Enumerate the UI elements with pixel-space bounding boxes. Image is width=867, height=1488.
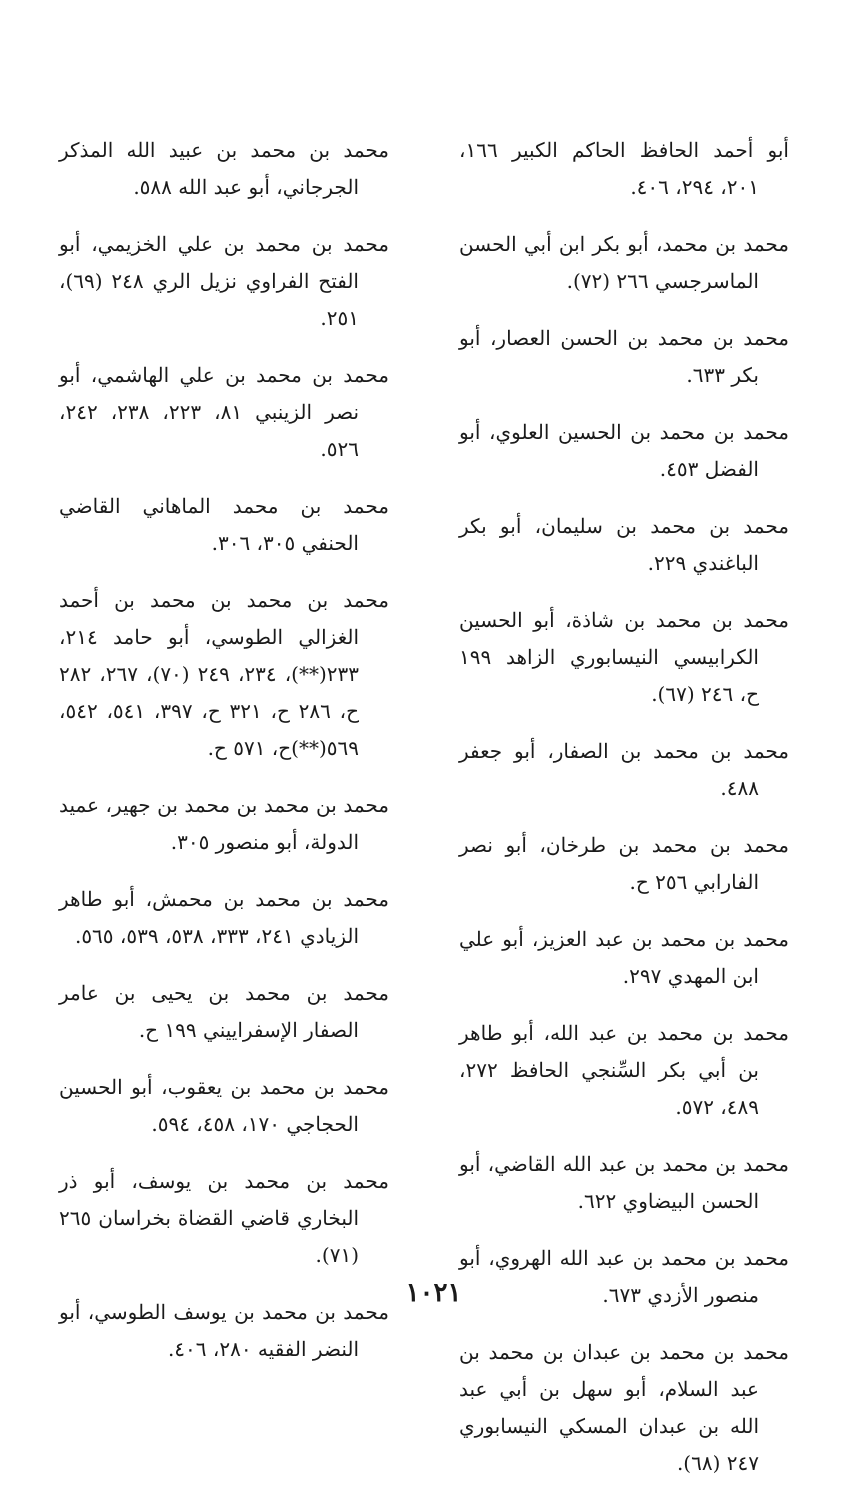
index-entry: محمد بن محمد، أبو بكر ابن أبي الحسن الماسرجسي ٢٦٦ (٧٢). (459, 232, 789, 293)
index-entry: محمد بن محمد بن محمش، أبو طاهر الزيادي ٢٤١، ٣٣٣، ٥٣٨، ٥٣٩، ٥٦٥. (59, 887, 389, 948)
index-entry: محمد بن محمد بن محمد بن جهير، عميد الدولة، أبو منصور ٣٠٥. (59, 793, 389, 854)
index-entry: محمد بن محمد بن محمد بن أحمد الغزالي الطوسي، أبو حامد ٢١٤، ٢٣٣(**)، ٢٣٤، ٢٤٩ (٧٠)، ٢٦٧، ٢٨٢ ح، ٢٨٦ ح، ٣٢١ ح، ٣٩٧، ٥٤١، ٥٤٢، ٥٦٩(**)ح، ٥٧١ ح. (59, 588, 389, 760)
index-entry: محمد بن محمد بن عبد الله، أبو طاهر بن أبي بكر السِّنجي الحافظ ٢٧٢، ٤٨٩، ٥٧٢. (459, 1021, 789, 1119)
index-entry: محمد بن محمد بن يحيى بن عامر الصفار الإسفراييني ١٩٩ ح. (59, 981, 389, 1042)
index-entry: محمد بن محمد بن عبد الله الهروي، أبو منصور الأزدي ٦٧٣. (459, 1246, 789, 1307)
index-entry: محمد بن محمد بن عبد الله القاضي، أبو الحسن البيضاوي ٦٢٢. (459, 1152, 789, 1213)
index-entry: أبو أحمد الحافظ الحاكم الكبير ١٦٦، ٢٠١، ٢٩٤، ٤٠٦. (459, 138, 789, 199)
index-entry: محمد بن محمد بن شاذة، أبو الحسين الكرابيسي النيسابوري الزاهد ١٩٩ ح، ٢٤٦ (٦٧). (459, 608, 789, 706)
index-entry: محمد بن محمد بن يوسف، أبو ذر البخاري قاضي القضاة بخراسان ٢٦٥ (٧١). (59, 1169, 389, 1267)
index-entry: محمد بن محمد بن عبد العزيز، أبو علي ابن المهدي ٢٩٧. (459, 927, 789, 988)
index-entry: محمد بن محمد بن عبيد الله المذكر الجرجاني، أبو عبد الله ٥٨٨. (59, 138, 389, 199)
index-entry: محمد بن محمد بن الصفار، أبو جعفر ٤٨٨. (459, 739, 789, 800)
index-entry: محمد بن محمد بن طرخان، أبو نصر الفارابي ٢٥٦ ح. (459, 833, 789, 894)
index-entry: محمد بن محمد بن عبدان بن محمد بن عبد السلام، أبو سهل بن أبي عبد الله بن عبدان المسكي النيسابوري ٢٤٧ (٦٨). (459, 1340, 789, 1475)
index-entry: محمد بن محمد بن علي الخزيمي، أبو الفتح الفراوي نزيل الري ٢٤٨ (٦٩)، ٢٥١. (59, 232, 389, 330)
index-entry: محمد بن محمد بن علي الهاشمي، أبو نصر الزينبي ٨١، ٢٢٣، ٢٣٨، ٢٤٢، ٥٢٦. (59, 363, 389, 461)
index-column-left (59, 112, 389, 1374)
index-entry: محمد بن محمد بن الحسين العلوي، أبو الفضل ٤٥٣. (459, 420, 789, 481)
index-entry: محمد بن محمد بن الحسن العصار، أبو بكر ٦٣٣. (459, 326, 789, 387)
index-entry: محمد بن محمد بن سليمان، أبو بكر الباغندي ٢٢٩. (459, 514, 789, 575)
index-entry: محمد بن محمد بن يوسف الطوسي، أبو النضر الفقيه ٢٨٠، ٤٠٦. (59, 1300, 389, 1361)
index-entry: محمد بن محمد بن يعقوب، أبو الحسين الحجاجي ١٧٠، ٤٥٨، ٥٩٤. (59, 1075, 389, 1136)
page-number: ١٠٢١ (405, 1278, 462, 1308)
index-entry: محمد بن محمد الماهاني القاضي الحنفي ٣٠٥، ٣٠٦. (59, 494, 389, 555)
